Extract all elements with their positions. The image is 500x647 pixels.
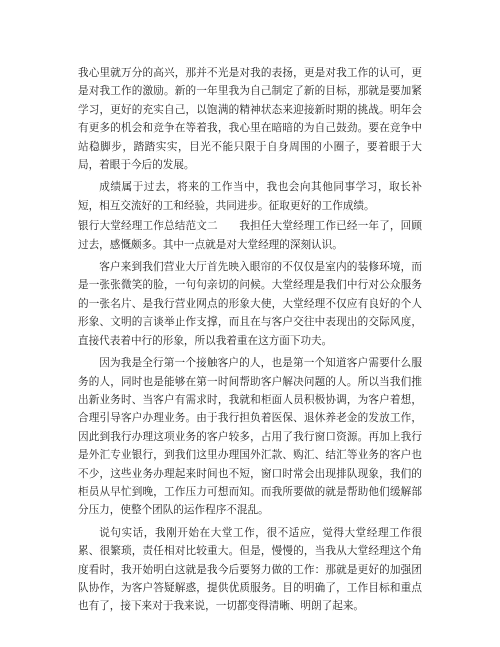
paragraph-1: 我心里就万分的高兴，那并不光是对我的表扬，更是对我工作的认可，更是对我工作的激励。新的一年里我为自己制定了新的目标，那就是要加紧学习，更好的充实自己，以饱满的精神状态来迎接新时期的挑战。明年会有更多的机会和竞争在等着我，我心里在暗暗的为自己鼓劲。要在竞争中站稳脚步，踏踏实实，目光不能只限于自身周围的小圈子，要着眼于大局，着眼于今后的发展。: [78, 67, 422, 172]
paragraph-5: 因为我是全行第一个接触客户的人，也是第一个知道客户需要什么服务的人，同时也是能够在第一时间帮助客户解决问题的人。所以当我们推出新业务时、当客户有需求时，我就和柜面人员积极协调，为客户着想，合理引导客户办理业务。由于我行担负着医保、退休养老金的发放工作，因此到我行办理这项业务的客户较多，占用了我行窗口资源。再加上我行是外汇专业银行，到我们这里办理国外汇款、购汇、结汇等业务的客户也不少，这些业务办理起来时间也不短，窗口时常会出现排队现象，我们的柜员从早忙到晚，工作压力可想而知。而我所要做的就是帮助他们缓解部分压力，使整个团队的运作程序不混乱。: [78, 357, 422, 517]
paragraph-4: 客户来到我们营业大厅首先映入眼帘的不仅仅是室内的装修环境，而是一张张微笑的脸，一句句亲切的问候。大堂经理是我们中行对公众服务的一张名片、是我行营业网点的形象大使，大堂经理不仅应有良好的个人形象、文明的言谈举止作支撑，而且在与客户交往中表现出的交际风度，直接代表着中行的形象，所以我着重在这方面下功夫。: [78, 261, 422, 347]
paragraph-3-section-title: 银行大堂经理工作总结范文二 我担任大堂经理工作已经一年了，回顾过去，感慨颇多。其中一点就是对大堂经理的深刻认识。: [78, 220, 422, 251]
paragraph-6: 说句实话，我刚开始在大堂工作，很不适应，觉得大堂经理工作很累、很繁琐，责任相对比较重大。但是，慢慢的，当我从大堂经理这个角度看时，我开始明白这就是我今后要努力做的工作：那就是更好的加强团队协作，为客户答疑解惑，提供优质服务。目的明确了，工作目标和重点也有了，接下来对于我来说，一切都变得清晰、明朗了起来。: [78, 526, 422, 613]
document-body: [78, 64, 422, 618]
paragraph-2: 成绩属于过去，将来的工作当中，我也会向其他同事学习，取长补短，相互交流好的工和经验，共同进步。征取更好的工作成绩。: [78, 181, 422, 212]
